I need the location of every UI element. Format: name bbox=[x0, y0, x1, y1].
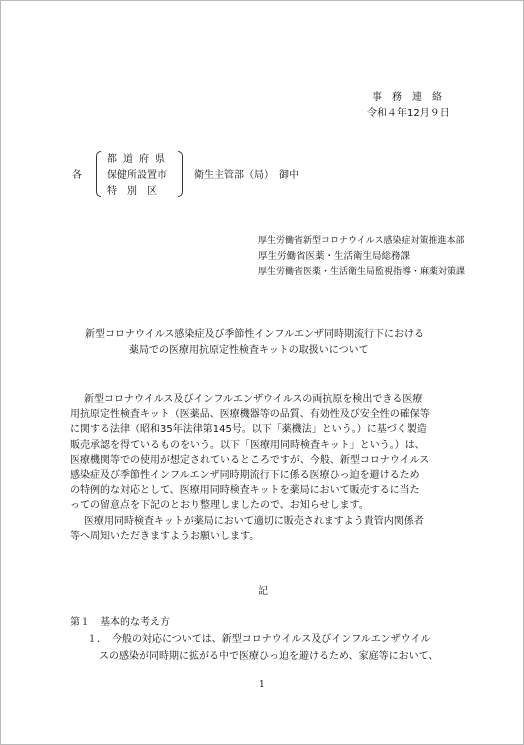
sender-line-2: 厚生労働省医薬・生活衛生局総務課 bbox=[258, 251, 411, 262]
recipient-special-wards: 特 別 区 bbox=[107, 186, 157, 197]
body-p1-line: っての留意点を下記のとおり整理しましたので、お知らせします。 bbox=[70, 500, 369, 512]
body-p1-line: 用抗原定性検査キット（医薬品、医療機器等の品質、有効性及び安全性の確保等 bbox=[70, 409, 430, 421]
recipient-prefix: 各 bbox=[72, 170, 82, 181]
body-p2-line: 等へ周知いただきますようお願いします。 bbox=[70, 531, 260, 543]
title-line-1: 新型コロナウイルス感染症及び季節性インフルエンザ同時期流行下における bbox=[85, 329, 424, 340]
section-1-item-1-line-2: スの感染が同時期に拡がる中で医療ひっ迫を避けるため、家庭等において、 bbox=[99, 651, 439, 662]
body-p1-line: 医療機関等での使用が想定されているところですが、今般、新型コロナウイルス bbox=[70, 454, 430, 466]
body-p1-line: 販売承認を得ているものをいう。以下「医療用同時検査キット」という。）は、 bbox=[70, 439, 425, 451]
document-date: 令和４年12月９日 bbox=[367, 108, 450, 119]
recipient-brace-right bbox=[178, 151, 183, 197]
sender-line-1: 厚生労働省新型コロナウイルス感染症対策推進本部 bbox=[258, 236, 465, 246]
ki-heading: 記 bbox=[258, 586, 268, 597]
body-p1-line: 感染症及び季節性インフルエンザ同時期流行下に係る医療ひっ迫を避けるため bbox=[70, 470, 420, 482]
body-p2-line: 医療用同時検査キットが薬局において適切に販売されますよう貴管内関係者 bbox=[84, 516, 424, 527]
section-1-heading: 第１ 基本的な考え方 bbox=[70, 617, 170, 628]
doc-type-label: 事 務 連 絡 bbox=[372, 92, 442, 103]
section-1-item-1-line-1: １． 今般の対応については、新型コロナウイルス及びインフルエンザウイル bbox=[87, 634, 431, 645]
recipient-prefectures: 都道府県 bbox=[107, 154, 171, 165]
sender-line-3: 厚生労働省医薬・生活衛生局監視指導・麻薬対策課 bbox=[258, 267, 466, 277]
page-number: 1 bbox=[259, 680, 265, 690]
title-line-2: 薬局での医療用抗原定性検査キットの取扱いについて bbox=[129, 345, 369, 356]
body-paragraph-2 bbox=[70, 514, 465, 544]
recipient-health-center-cities: 保健所設置市 bbox=[107, 170, 167, 181]
recipient-brace-left bbox=[96, 151, 101, 197]
body-paragraph-1 bbox=[70, 392, 465, 514]
recipient-department: 衛生主管部（局） 御中 bbox=[194, 170, 299, 181]
body-p1-line: に関する法律（昭和35年法律第145号。以下「薬機法」という。）に基づく製造 bbox=[70, 424, 427, 436]
body-p1-line: の特例的な対応として、医療用同時検査キットを薬局において販売するに当た bbox=[70, 485, 420, 497]
body-p1-line: 新型コロナウイルス及びインフルエンザウイルスの両抗原を検出できる医療 bbox=[84, 394, 423, 405]
